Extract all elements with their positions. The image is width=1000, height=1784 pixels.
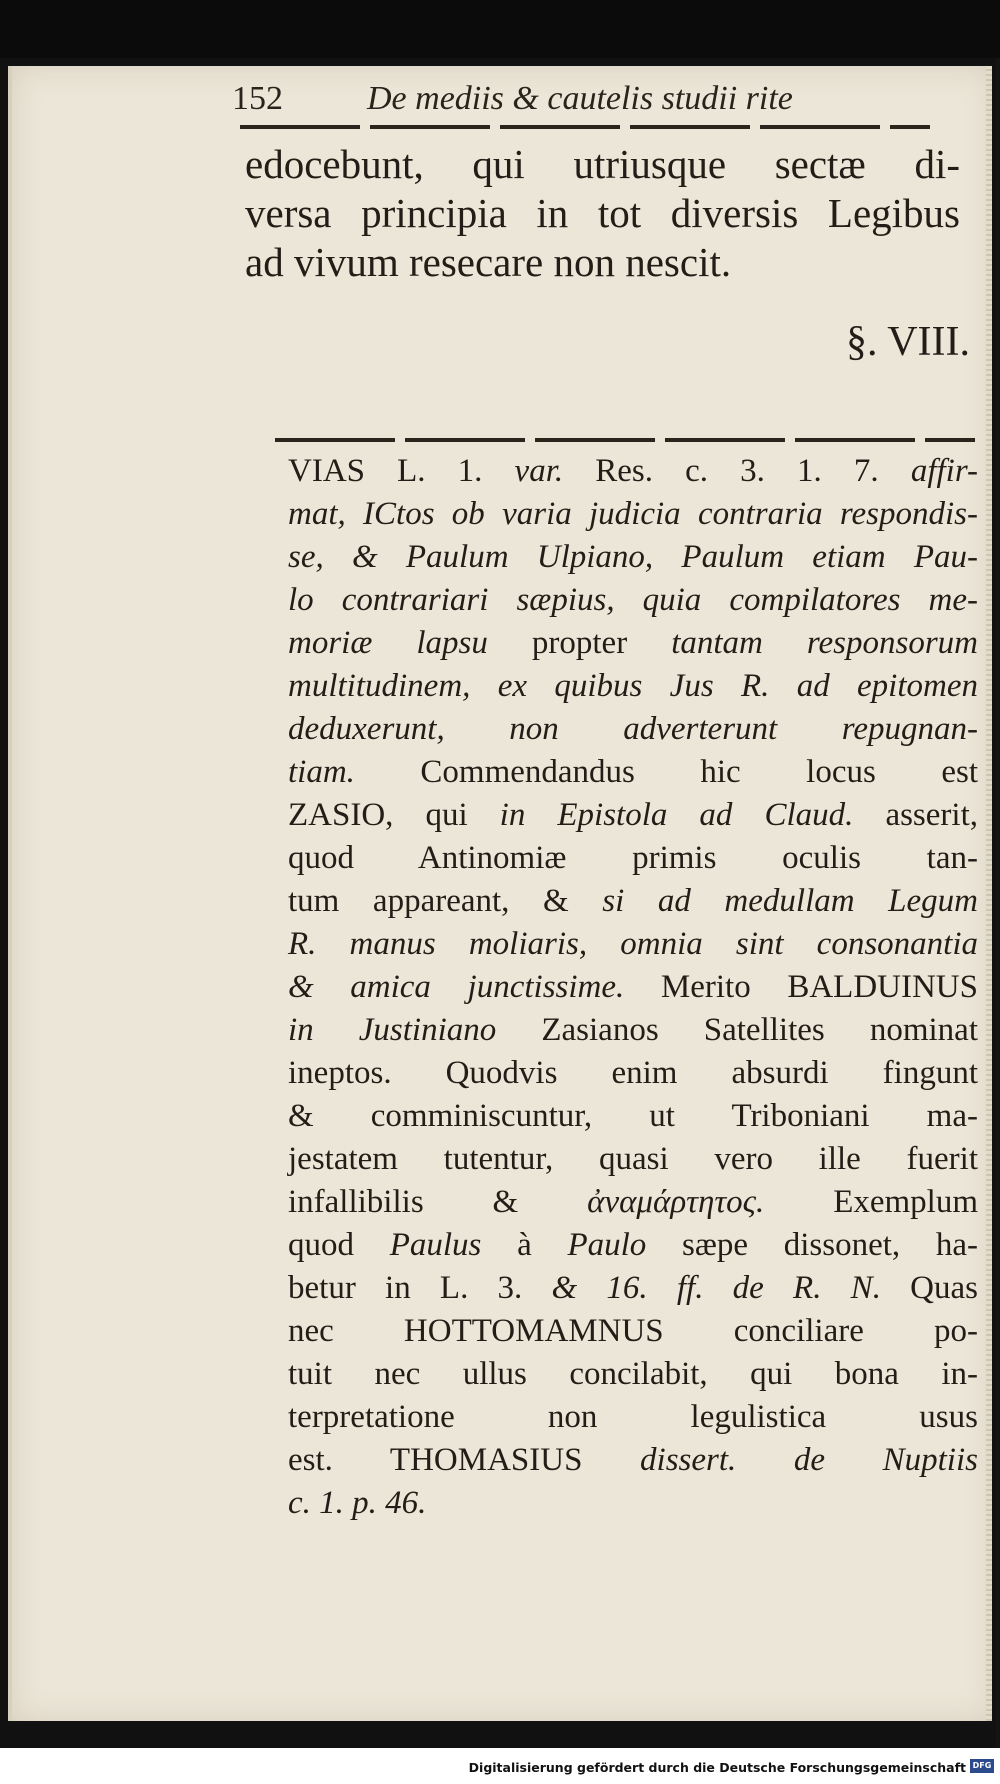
text-line <box>288 966 978 1009</box>
italic-segment: mat, ICtos ob varia judicia contraria respondis- <box>288 496 978 532</box>
italic-segment: & 16. ff. de R. N. <box>551 1270 881 1306</box>
roman-segment: ZASIO, qui <box>288 797 500 833</box>
italic-segment: si ad medullam Legum <box>602 883 978 919</box>
digitization-footer <box>0 1748 1000 1784</box>
roman-segment: infallibilis & <box>288 1184 588 1220</box>
text-line <box>288 1224 978 1267</box>
italic-segment: deduxerunt, non adverterunt repugnan- <box>288 711 978 747</box>
italic-segment: c. 1. p. 46. <box>288 1485 427 1521</box>
italic-segment: multitudinem, ex quibus Jus R. ad epitomen <box>288 668 978 704</box>
text-line <box>288 450 978 493</box>
italic-segment: in Epistola ad Claud. <box>499 797 854 833</box>
roman-segment: nec HOTTOMAMNUS conciliare po- <box>288 1313 978 1349</box>
text-line <box>288 665 978 708</box>
italic-segment: se, & Paulum Ulpiano, Paulum etiam Pau- <box>288 539 978 575</box>
text-line <box>288 923 978 966</box>
text-line <box>288 1482 978 1525</box>
roman-segment: Commendandus hic locus est <box>354 754 978 790</box>
text-line <box>288 1138 978 1181</box>
roman-segment: jestatem tutentur, quasi vero ille fuerit <box>288 1141 978 1177</box>
roman-segment: quod <box>288 1227 390 1263</box>
italic-segment: & amica junctissime. <box>288 969 625 1005</box>
italic-segment: tantam responsorum <box>671 625 978 661</box>
text-line <box>288 1310 978 1353</box>
text-line: versa principia in tot diversis Legibus <box>245 190 960 236</box>
text-line <box>288 1267 978 1310</box>
text-line <box>288 1052 978 1095</box>
roman-segment: Exemplum <box>764 1184 979 1220</box>
roman-segment: VIAS L. 1. <box>288 453 515 489</box>
text-line <box>288 1009 978 1052</box>
scan-top-band <box>0 0 1000 58</box>
paragraph-2 <box>288 450 978 1525</box>
roman-segment: à <box>481 1227 568 1263</box>
dfg-logo: DFG <box>970 1759 994 1773</box>
running-head <box>232 74 832 124</box>
text-line <box>288 794 978 837</box>
text-line <box>288 751 978 794</box>
text-line: ad vivum resecare non nescit. <box>245 239 732 285</box>
italic-segment: moriæ lapsu <box>288 625 488 661</box>
italic-segment: ἀναμάρτητος. <box>587 1184 765 1220</box>
roman-segment: Quas <box>880 1270 978 1306</box>
italic-segment: R. manus moliaris, omnia sint consonantia <box>288 926 978 962</box>
roman-segment: propter <box>487 625 672 661</box>
text-line <box>288 1353 978 1396</box>
page-edge <box>986 66 992 1721</box>
roman-segment: betur in L. 3. <box>288 1270 552 1306</box>
roman-segment: quod Antinomiæ primis oculis tan- <box>288 840 978 876</box>
text-line <box>288 837 978 880</box>
italic-segment: affir- <box>910 453 978 489</box>
roman-segment: Res. c. 3. 1. 7. <box>563 453 911 489</box>
italic-segment: Paulo <box>567 1227 647 1263</box>
italic-segment: Paulus <box>389 1227 482 1263</box>
text-line <box>288 579 978 622</box>
text-line: edocebunt, qui utriusque sectæ di- <box>245 141 960 187</box>
roman-segment: terpretatione non legulistica usus <box>288 1399 978 1435</box>
text-line <box>288 708 978 751</box>
italic-segment: lo contrariari sæpius, quia compilatores me- <box>288 582 978 618</box>
roman-segment: ineptos. Quodvis enim absurdi fingunt <box>288 1055 978 1091</box>
text-line <box>288 1396 978 1439</box>
section-rule <box>275 438 975 442</box>
roman-segment: tuit nec ullus concilabit, qui bona in- <box>288 1356 978 1392</box>
roman-segment: sæpe dissonet, ha- <box>646 1227 978 1263</box>
roman-segment: asserit, <box>853 797 978 833</box>
italic-segment: dissert. de Nuptiis <box>640 1442 978 1478</box>
text-line <box>288 1439 978 1482</box>
roman-segment: Merito BALDUINUS <box>624 969 978 1005</box>
roman-segment: tum appareant, & <box>288 883 603 919</box>
italic-segment: var. <box>514 453 564 489</box>
text-line <box>288 493 978 536</box>
roman-segment: & comminiscuntur, ut Triboniani ma- <box>288 1098 978 1134</box>
footer-credit: Digitalisierung gefördert durch die Deutsche Forschungsgemeinschaft <box>468 1760 966 1775</box>
text-line <box>288 880 978 923</box>
text-line <box>288 536 978 579</box>
roman-segment: est. THOMASIUS <box>288 1442 641 1478</box>
head-rule <box>240 125 930 129</box>
italic-segment: in Justiniano <box>288 1012 497 1048</box>
paragraph-1 <box>245 140 960 287</box>
text-line <box>288 1095 978 1138</box>
italic-segment: tiam. <box>288 754 355 790</box>
text-line <box>288 1181 978 1224</box>
roman-segment: Zasianos Satellites nominat <box>496 1012 978 1048</box>
running-head-title: De mediis & cautelis studii rite <box>367 80 793 117</box>
page-number: 152 <box>232 80 283 117</box>
section-heading: §. VIII. <box>845 319 970 365</box>
text-line <box>288 622 978 665</box>
